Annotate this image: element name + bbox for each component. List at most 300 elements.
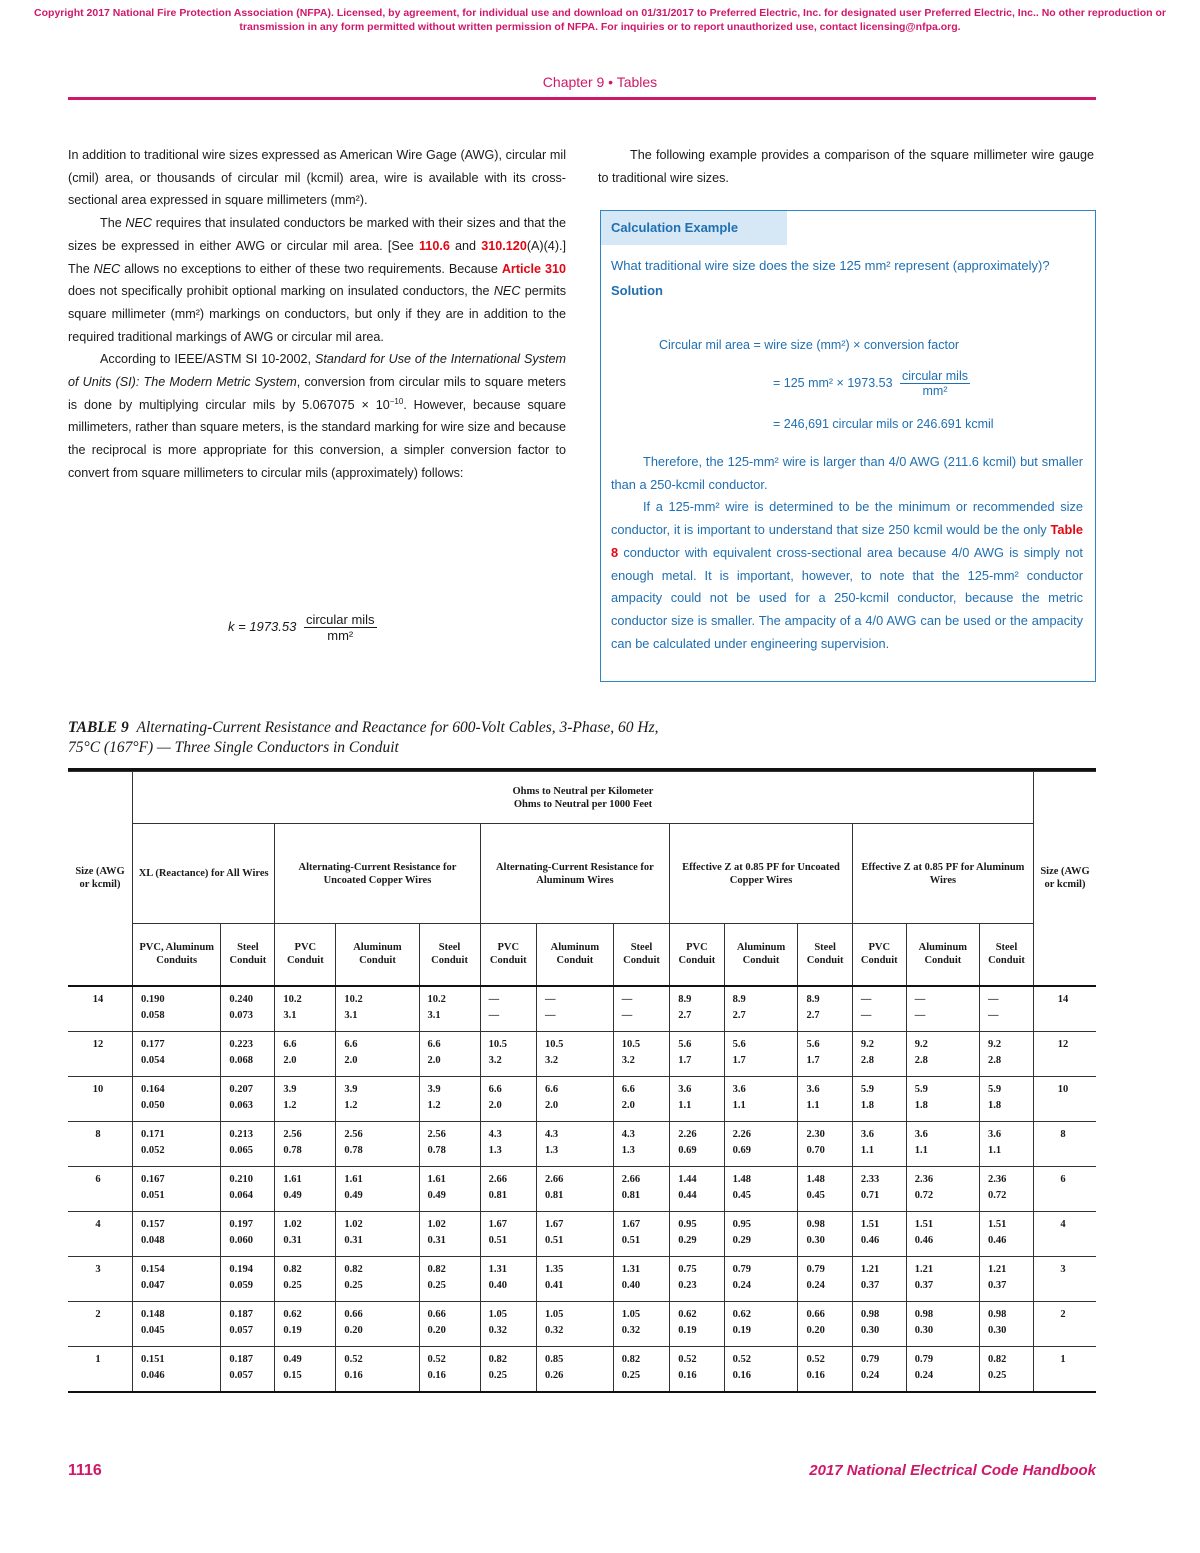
value-cell [419, 1121, 480, 1166]
ohms-per-1000ft: 0.065 [229, 1144, 254, 1156]
group-header-copper-resistance: Alternating-Current Resistance for Uncoated Copper Wires [275, 824, 480, 924]
value-cell [613, 1256, 669, 1301]
value-cell [906, 1256, 979, 1301]
calculation-conclusion [611, 451, 1083, 655]
value-cell [480, 1256, 536, 1301]
value-cell [537, 1346, 614, 1392]
ohms-per-km: 5.9 [860, 1083, 874, 1095]
ohms-per-km: 9.2 [860, 1038, 874, 1050]
value-cell [613, 1211, 669, 1256]
ohms-per-1000ft: 0.81 [621, 1189, 641, 1201]
ohms-per-1000ft: 0.050 [141, 1099, 165, 1111]
ohms-per-km: 1.02 [344, 1218, 363, 1230]
ohms-per-km: 3.6 [914, 1128, 928, 1140]
value-cell [670, 1211, 724, 1256]
ohms-per-1000ft: 0.059 [229, 1279, 254, 1291]
ohms-per-km: 0.75 [678, 1263, 697, 1275]
size-cell: 14 [1034, 986, 1097, 1032]
size-cell: 3 [1034, 1256, 1097, 1301]
value-cell [724, 1166, 798, 1211]
value-cell [613, 1346, 669, 1392]
value-cell [670, 1346, 724, 1392]
ohms-per-1000ft: 0.054 [141, 1054, 165, 1066]
value-cell [275, 1346, 336, 1392]
ohms-per-km: 1.61 [344, 1173, 363, 1185]
ohms-per-km: 0.82 [344, 1263, 363, 1275]
ohms-per-1000ft: 0.068 [229, 1054, 254, 1066]
ohms-per-km: 0.49 [283, 1353, 302, 1365]
value-cell [798, 1121, 852, 1166]
reference-link-article-310[interactable]: Article 310 [501, 261, 566, 276]
ohms-per-1000ft: 0.51 [621, 1234, 641, 1246]
value-cell [336, 986, 419, 1032]
ohms-per-km: 6.6 [283, 1038, 297, 1050]
equation-substitution [773, 369, 970, 398]
ohms-per-1000ft: 2.8 [987, 1054, 1002, 1066]
ohms-per-km: 1.21 [860, 1263, 880, 1275]
reference-link-table-8[interactable]: Table 8 [611, 522, 1083, 560]
ohms-per-km: 0.98 [806, 1218, 825, 1230]
ohms-per-km: 0.187 [229, 1308, 254, 1320]
value-cell [221, 1346, 275, 1392]
value-cell [419, 986, 480, 1032]
column-header: Steel Conduit [221, 924, 275, 986]
equation-denominator: mm² [922, 384, 948, 398]
value-cell [336, 1076, 419, 1121]
copyright-line-1: Copyright 2017 National Fire Protection Association (NFPA). Licensed, by agreement, for individual use and download on 01/31/2017 to Preferred Electric, Inc. for designated user Preferred Electric, Inc.. No other reproduction or [34, 7, 1166, 19]
ohms-per-km: 0.164 [141, 1083, 165, 1095]
value-cell [275, 1256, 336, 1301]
ohms-per-km: 8.9 [678, 993, 692, 1005]
ohms-per-km: 0.82 [427, 1263, 446, 1275]
ohms-per-km: 1.02 [427, 1218, 446, 1230]
text-run: The [100, 216, 126, 231]
ohms-per-1000ft: 0.24 [914, 1369, 934, 1381]
value-cell [979, 1166, 1033, 1211]
ohms-per-1000ft: 0.047 [141, 1279, 165, 1291]
nec-italic: NEC [493, 284, 521, 299]
ohms-per-km: 0.82 [283, 1263, 302, 1275]
ohms-per-1000ft: 0.40 [488, 1279, 507, 1291]
ohms-per-1000ft: 0.29 [732, 1234, 751, 1246]
ohms-per-1000ft: 0.046 [141, 1369, 165, 1381]
ohms-per-km: 10.5 [545, 1038, 564, 1050]
ohms-per-1000ft: 0.25 [283, 1279, 302, 1291]
value-cell [724, 986, 798, 1032]
ohms-per-1000ft: 0.058 [141, 1009, 165, 1021]
equation-lhs: = 125 mm² × 1973.53 [773, 375, 893, 390]
size-cell: 2 [1034, 1301, 1097, 1346]
ohms-per-1000ft: 1.8 [987, 1099, 1002, 1111]
ohms-per-km: 0.98 [860, 1308, 880, 1320]
table-row [68, 1346, 1096, 1392]
ohms-per-1000ft: 2.0 [344, 1054, 358, 1066]
size-cell: 12 [68, 1031, 133, 1076]
ohms-per-1000ft: — [860, 1009, 872, 1021]
ohms-per-km: 2.26 [678, 1128, 697, 1140]
ohms-per-km: 0.154 [141, 1263, 165, 1275]
ohms-per-km: 5.6 [806, 1038, 820, 1050]
ohms-per-1000ft: 0.25 [621, 1369, 641, 1381]
ohms-per-1000ft: — [545, 1009, 556, 1021]
value-cell [852, 1166, 906, 1211]
ohms-per-1000ft: 1.1 [806, 1099, 820, 1111]
ohms-per-km: 1.21 [987, 1263, 1007, 1275]
ohms-per-1000ft: 0.72 [914, 1189, 934, 1201]
value-cell [670, 1301, 724, 1346]
ohms-per-km: — [488, 993, 500, 1005]
copyright-line-2: transmission in any form permitted without written permission of NFPA. For inquiries or to report unauthorized use, contact licensing@nfpa.org. [239, 21, 961, 33]
value-cell [798, 1076, 852, 1121]
ohms-per-km: 6.6 [427, 1038, 441, 1050]
ohms-per-km: 0.197 [229, 1218, 254, 1230]
value-cell [670, 1256, 724, 1301]
value-cell [133, 1346, 221, 1392]
value-cell [221, 986, 275, 1032]
value-cell [275, 1301, 336, 1346]
ohms-per-km: 0.148 [141, 1308, 165, 1320]
ohms-per-km: 0.171 [141, 1128, 165, 1140]
ohms-per-1000ft: 0.46 [987, 1234, 1007, 1246]
value-cell [419, 1166, 480, 1211]
ohms-per-1000ft: 1.7 [806, 1054, 820, 1066]
ohms-per-km: 3.6 [987, 1128, 1002, 1140]
ohms-per-1000ft: 0.32 [545, 1324, 564, 1336]
ohms-per-1000ft: 0.37 [860, 1279, 880, 1291]
value-cell [979, 1121, 1033, 1166]
calculation-question: What traditional wire size does the size 125 mm² represent (approximately)? [611, 258, 1050, 273]
ohms-per-1000ft: 0.19 [283, 1324, 302, 1336]
table-row [68, 1031, 1096, 1076]
table-9 [68, 771, 1096, 1393]
ohms-per-km: 0.98 [987, 1308, 1007, 1320]
ohms-per-1000ft: 0.064 [229, 1189, 254, 1201]
ohms-per-1000ft: — [987, 1009, 999, 1021]
value-cell [979, 1211, 1033, 1256]
value-cell [480, 1031, 536, 1076]
ohms-per-km: 3.6 [732, 1083, 746, 1095]
ohms-per-km: 6.6 [344, 1038, 358, 1050]
size-cell: 4 [68, 1211, 133, 1256]
value-cell [613, 1301, 669, 1346]
value-cell [979, 986, 1033, 1032]
value-cell [537, 1031, 614, 1076]
value-cell [275, 986, 336, 1032]
ohms-per-km: 10.2 [283, 993, 302, 1005]
column-header: PVC Conduit [852, 924, 906, 986]
reference-link-110-6[interactable]: 110.6 [419, 238, 450, 253]
table-row [68, 1301, 1096, 1346]
paragraph-comparison-intro: The following example provides a comparison of the square millimeter wire gauge to traditional wire sizes. [598, 148, 1094, 185]
ohms-per-1000ft: 0.045 [141, 1324, 165, 1336]
ohms-per-1000ft: 1.8 [860, 1099, 874, 1111]
ohms-per-1000ft: 2.7 [806, 1009, 820, 1021]
ohms-per-km: 2.33 [860, 1173, 880, 1185]
ohms-per-km: 1.35 [545, 1263, 564, 1275]
ohms-per-1000ft: 0.78 [344, 1144, 363, 1156]
ohms-per-km: 8.9 [806, 993, 820, 1005]
ohms-per-km: 1.48 [732, 1173, 751, 1185]
ohms-per-km: 0.62 [678, 1308, 697, 1320]
ohms-per-km: 0.66 [344, 1308, 363, 1320]
value-cell [906, 1076, 979, 1121]
value-cell [670, 1031, 724, 1076]
column-header: Steel Conduit [979, 924, 1033, 986]
value-cell [480, 1301, 536, 1346]
ohms-per-1000ft: 0.32 [488, 1324, 507, 1336]
ohms-per-km: 0.210 [229, 1173, 254, 1185]
ohms-per-km: 0.240 [229, 993, 254, 1005]
value-cell [724, 1211, 798, 1256]
ohms-per-1000ft: 2.7 [678, 1009, 692, 1021]
ohms-per-km: 1.05 [621, 1308, 641, 1320]
ohms-per-1000ft: 1.3 [488, 1144, 502, 1156]
table-row [68, 1211, 1096, 1256]
ohms-per-1000ft: 0.060 [229, 1234, 254, 1246]
ohms-per-1000ft: 1.8 [914, 1099, 928, 1111]
size-cell: 4 [1034, 1211, 1097, 1256]
ohms-per-1000ft: 0.063 [229, 1099, 254, 1111]
value-cell [852, 1211, 906, 1256]
ohms-per-1000ft: — [621, 1009, 633, 1021]
ohms-per-km: 0.52 [678, 1353, 697, 1365]
value-cell [275, 1121, 336, 1166]
value-cell [221, 1121, 275, 1166]
column-header: Steel Conduit [613, 924, 669, 986]
value-cell [906, 1346, 979, 1392]
ohms-per-km: 6.6 [545, 1083, 559, 1095]
ohms-per-km: 4.3 [621, 1128, 635, 1140]
value-cell [613, 986, 669, 1032]
ohms-per-1000ft: 2.8 [914, 1054, 928, 1066]
ohms-per-km: 0.95 [732, 1218, 751, 1230]
ohms-per-1000ft: 0.78 [283, 1144, 302, 1156]
ohms-per-km: 1.31 [488, 1263, 507, 1275]
ohms-per-km: 0.79 [914, 1353, 934, 1365]
size-cell: 10 [1034, 1076, 1097, 1121]
value-cell [979, 1346, 1033, 1392]
value-cell [906, 1301, 979, 1346]
value-cell [906, 986, 979, 1032]
ohms-per-1000ft: 0.057 [229, 1369, 254, 1381]
ohms-per-km: — [545, 993, 556, 1005]
value-cell [221, 1031, 275, 1076]
value-cell [336, 1256, 419, 1301]
value-cell [670, 1121, 724, 1166]
left-column [68, 144, 566, 485]
value-cell [537, 1166, 614, 1211]
value-cell [852, 1346, 906, 1392]
calculation-question-block [611, 255, 1083, 302]
ohms-per-km: 9.2 [914, 1038, 928, 1050]
value-cell [724, 1346, 798, 1392]
paragraph-nec-requirements [68, 212, 566, 348]
ohms-per-1000ft: 0.16 [732, 1369, 751, 1381]
ohms-per-km: 0.177 [141, 1038, 165, 1050]
value-cell [419, 1256, 480, 1301]
ohms-per-1000ft: 2.0 [283, 1054, 297, 1066]
ohms-per-1000ft: 0.20 [344, 1324, 363, 1336]
ohms-per-1000ft: 0.37 [914, 1279, 934, 1291]
value-cell [336, 1166, 419, 1211]
ohms-per-1000ft: 2.7 [732, 1009, 746, 1021]
book-title: 2017 National Electrical Code Handbook [809, 1462, 1096, 1479]
group-header-copper-effective-z: Effective Z at 0.85 PF for Uncoated Copper Wires [670, 824, 853, 924]
value-cell [537, 1121, 614, 1166]
value-cell [133, 1301, 221, 1346]
ohms-per-1000ft: — [488, 1009, 500, 1021]
equation-circular-mil-area: Circular mil area = wire size (mm²) × conversion factor [659, 338, 960, 352]
value-cell [979, 1256, 1033, 1301]
ohms-per-km: 0.62 [283, 1308, 302, 1320]
ohms-per-km: 2.66 [488, 1173, 507, 1185]
nec-italic: NEC [125, 216, 152, 231]
value-cell [724, 1121, 798, 1166]
value-cell [670, 986, 724, 1032]
reference-link-310-120[interactable]: 310.120 [481, 238, 527, 253]
size-cell: 8 [1034, 1121, 1097, 1166]
value-cell [336, 1031, 419, 1076]
ohms-per-km: 9.2 [987, 1038, 1002, 1050]
ohms-per-km: 1.61 [427, 1173, 446, 1185]
value-cell [480, 1211, 536, 1256]
ohms-per-km: 1.67 [488, 1218, 507, 1230]
ohms-per-1000ft: 0.24 [860, 1369, 880, 1381]
ohms-per-km: 5.6 [732, 1038, 746, 1050]
value-cell [419, 1301, 480, 1346]
value-cell [419, 1211, 480, 1256]
super-header [133, 772, 1034, 824]
ohms-per-km: — [621, 993, 633, 1005]
ohms-per-1000ft: 0.51 [545, 1234, 564, 1246]
ohms-per-1000ft: 0.16 [427, 1369, 446, 1381]
value-cell [133, 986, 221, 1032]
ohms-per-km: 10.5 [621, 1038, 641, 1050]
ohms-per-km: 2.26 [732, 1128, 751, 1140]
ohms-per-km: 4.3 [488, 1128, 502, 1140]
ohms-per-km: 0.157 [141, 1218, 165, 1230]
column-header: Aluminum Conduit [336, 924, 419, 986]
ohms-per-1000ft: 0.45 [806, 1189, 825, 1201]
ohms-per-km: 10.2 [427, 993, 446, 1005]
ohms-per-1000ft: 3.1 [344, 1009, 358, 1021]
ohms-per-1000ft: 2.0 [545, 1099, 559, 1111]
ohms-per-1000ft: 0.25 [987, 1369, 1007, 1381]
running-head: Chapter 9 • Tables [542, 74, 658, 90]
ohms-per-km: 3.9 [283, 1083, 297, 1095]
group-header-aluminum-effective-z: Effective Z at 0.85 PF for Aluminum Wires [852, 824, 1033, 924]
ohms-per-1000ft: 3.1 [427, 1009, 441, 1021]
value-cell [275, 1166, 336, 1211]
text-run: (A)(4).] The [68, 238, 567, 276]
value-cell [336, 1346, 419, 1392]
ohms-per-km: 3.6 [678, 1083, 692, 1095]
text-run: . However, because square millimeters, rather than square meters, is the standard marking for wire size and because the reciprocal is more appropriate for this conversion, a simpler conversion factor to convert from square millimeters to circular mils (approximately) follows: [68, 397, 566, 480]
ohms-per-km: — [914, 993, 926, 1005]
value-cell [221, 1076, 275, 1121]
value-cell [906, 1121, 979, 1166]
value-cell [852, 1256, 906, 1301]
text-run: permits square millimeter (mm²) markings on conductors, but only if they are in addition to the required traditional markings of AWG or circular mil area. [68, 284, 566, 344]
table-label: TABLE 9 [68, 719, 129, 736]
ohms-per-1000ft: 0.20 [806, 1324, 825, 1336]
ohms-per-1000ft: 1.1 [987, 1144, 1002, 1156]
value-cell [537, 986, 614, 1032]
ohms-per-km: — [860, 993, 872, 1005]
value-cell [221, 1256, 275, 1301]
super-header-line-2: Ohms to Neutral per 1000 Feet [513, 798, 653, 810]
page-number: 1116 [68, 1462, 102, 1479]
ohms-per-1000ft: 0.30 [987, 1324, 1007, 1336]
ohms-per-1000ft: 0.20 [427, 1324, 446, 1336]
nec-italic: NEC [93, 261, 121, 276]
ohms-per-km: 0.52 [806, 1353, 825, 1365]
ohms-per-1000ft: 0.46 [860, 1234, 880, 1246]
text-run: requires that insulated conductors be marked with their sizes and that the sizes be expressed in either AWG or circular mil area. [See [68, 216, 567, 253]
size-header-left: Size (AWG or kcmil) [68, 772, 133, 986]
ohms-per-km: 0.52 [427, 1353, 446, 1365]
ohms-per-1000ft: 1.1 [914, 1144, 928, 1156]
ohms-per-km: 2.66 [621, 1173, 641, 1185]
ohms-per-km: 0.82 [488, 1353, 507, 1365]
ohms-per-1000ft: 0.25 [488, 1369, 507, 1381]
table-row [68, 986, 1096, 1032]
ohms-per-km: 0.66 [806, 1308, 825, 1320]
ohms-per-km: 0.187 [229, 1353, 254, 1365]
ohms-per-1000ft: 0.45 [732, 1189, 751, 1201]
ohms-per-1000ft: 1.1 [860, 1144, 874, 1156]
equation-fraction [900, 369, 970, 398]
ohms-per-1000ft: — [914, 1009, 926, 1021]
column-header: PVC Conduit [670, 924, 724, 986]
value-cell [480, 1166, 536, 1211]
value-cell [336, 1211, 419, 1256]
paragraph-250-kcmil [611, 496, 1083, 655]
ohms-per-km: 1.05 [545, 1308, 564, 1320]
table-row [68, 1166, 1096, 1211]
ohms-per-km: 0.223 [229, 1038, 254, 1050]
value-cell [537, 1076, 614, 1121]
value-cell [133, 1121, 221, 1166]
ohms-per-km: 2.36 [914, 1173, 934, 1185]
text-run: If a 125-mm² wire is determined to be the minimum or recommended size conductor, it is important to understand that size 250 kcmil would be the only [611, 499, 1083, 538]
ohms-per-1000ft: 0.30 [806, 1234, 825, 1246]
ohms-per-km: 0.194 [229, 1263, 254, 1275]
ohms-per-km: 0.190 [141, 993, 165, 1005]
ohms-per-km: 0.82 [621, 1353, 641, 1365]
ohms-per-km: 0.79 [732, 1263, 751, 1275]
ohms-per-km: 3.6 [860, 1128, 874, 1140]
ohms-per-1000ft: 0.46 [914, 1234, 934, 1246]
ohms-per-1000ft: 0.32 [621, 1324, 641, 1336]
value-cell [221, 1301, 275, 1346]
ohms-per-1000ft: 2.0 [427, 1054, 441, 1066]
ohms-per-1000ft: 0.057 [229, 1324, 254, 1336]
size-cell: 2 [68, 1301, 133, 1346]
ohms-per-km: 0.98 [914, 1308, 934, 1320]
k-formula-lhs: k = 1973.53 [228, 618, 297, 634]
ohms-per-1000ft: 2.0 [488, 1099, 502, 1111]
ohms-per-km: 1.48 [806, 1173, 825, 1185]
calculation-example-box [600, 210, 1096, 682]
ohms-per-1000ft: 3.2 [621, 1054, 635, 1066]
value-cell [133, 1211, 221, 1256]
ohms-per-1000ft: 0.72 [987, 1189, 1007, 1201]
value-cell [798, 986, 852, 1032]
text-run: does not specifically prohibit optional marking on insulated conductors, the [68, 284, 494, 299]
value-cell [979, 1031, 1033, 1076]
value-cell [133, 1256, 221, 1301]
